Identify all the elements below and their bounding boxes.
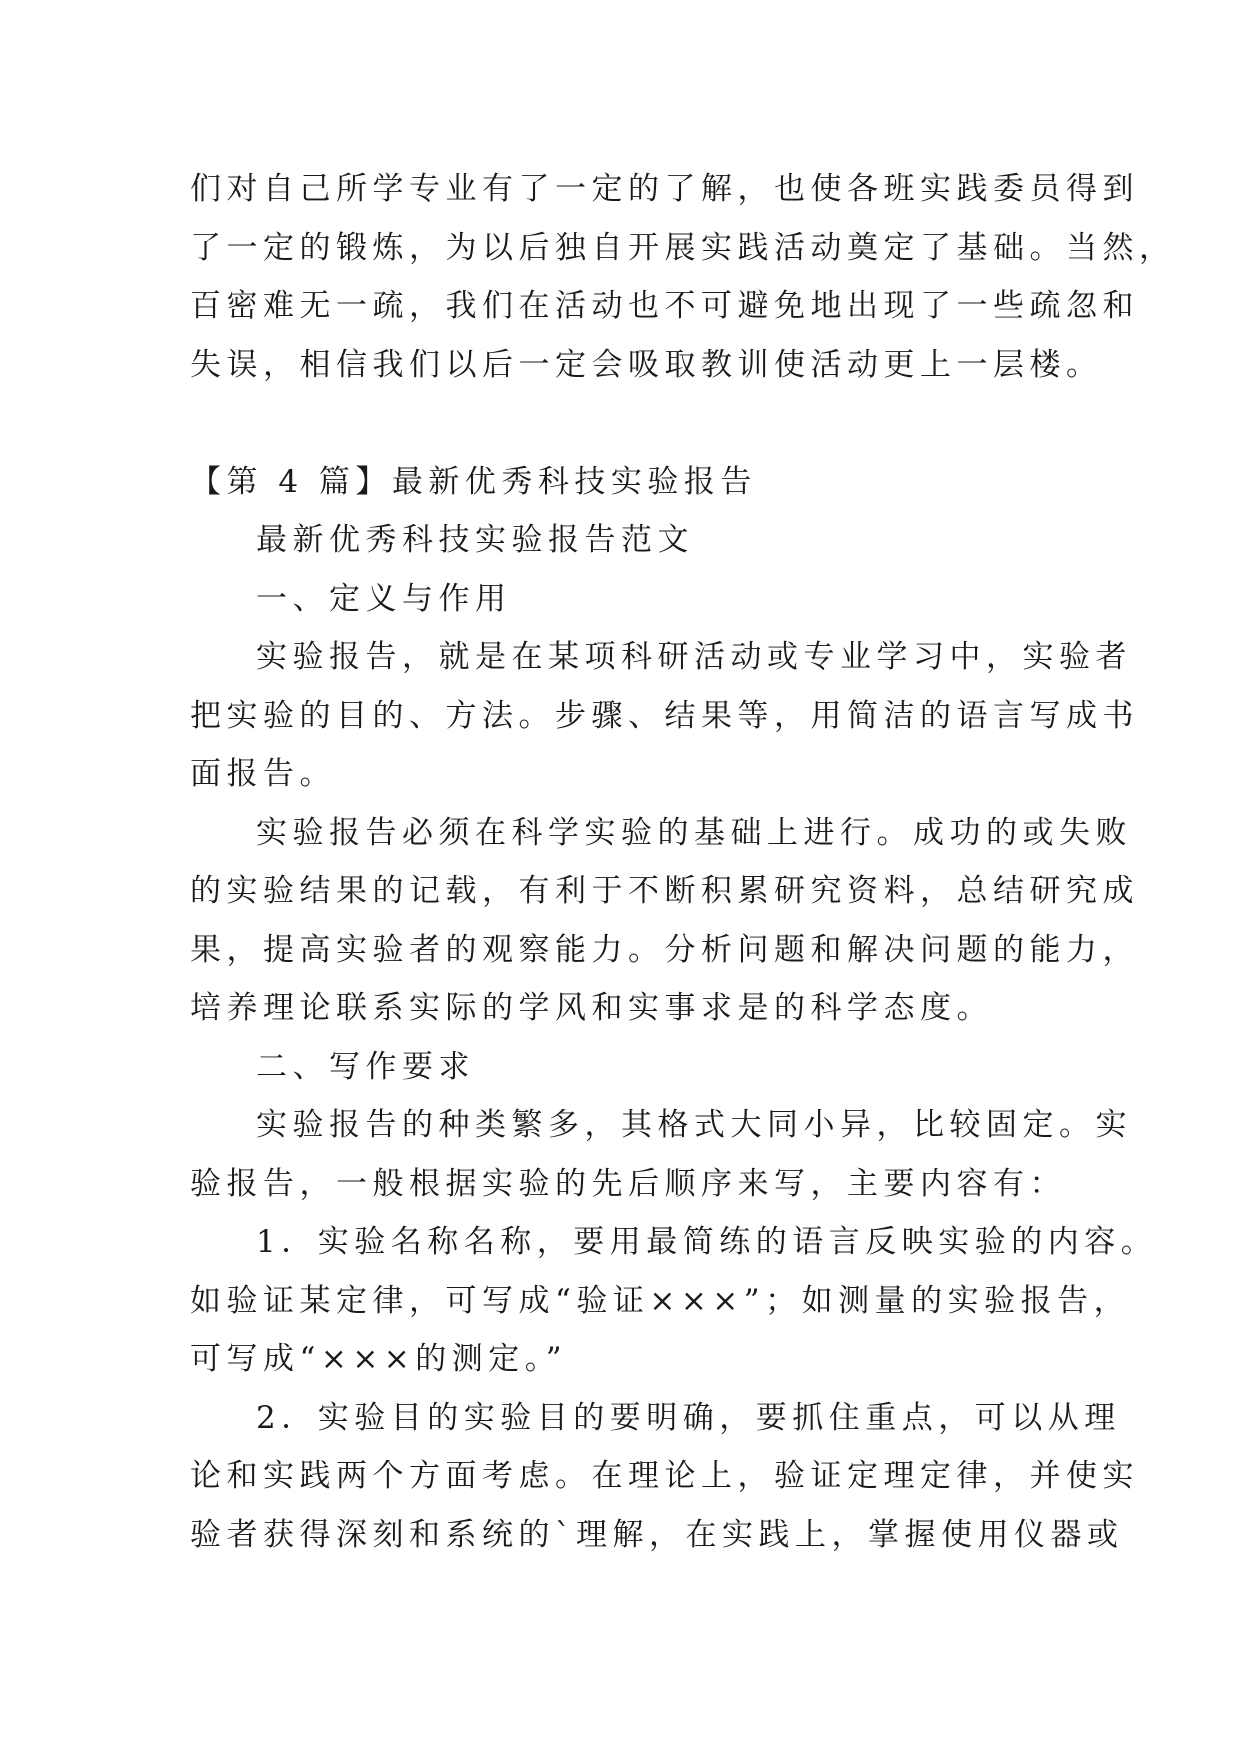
body-line: 了一定的锻炼，为以后独自开展实践活动奠定了基础。当然， [190,229,1176,266]
body-line: 如验证某定律，可写成“验证×××”；如测量的实验报告， [190,1282,1131,1319]
body-line: 验者获得深刻和系统的`理解，在实践上，掌握使用仪器或 [190,1516,1124,1553]
body-line: 百密难无一疏，我们在活动也不可避免地出现了一些疏忽和 [190,288,1139,324]
paragraph-purpose [190,804,1139,1038]
body-line: 实验报告，就是在某项科研活动或专业学习中，实验者 [256,639,1132,675]
body-line: 实验报告的种类繁多，其格式大同小异，比较固定。实 [256,1107,1132,1143]
body-line: 实验报告必须在科学实验的基础上进行。成功的或失败 [256,814,1132,851]
body-line: 1．实验名称名称，要用最简练的语言反映实验的内容。 [256,1224,1158,1260]
subheading-definition: 一、定义与作用 [256,580,512,617]
body-line: 果，提高实验者的观察能力。分析问题和解决问题的能力， [190,931,1139,968]
subheading-requirements: 二、写作要求 [256,1048,475,1085]
body-line: 论和实践两个方面考虑。在理论上，验证定理定律，并使实 [190,1458,1139,1494]
section-heading: 【第 4 篇】最新优秀科技实验报告 [190,463,757,500]
body-line: 的实验结果的记载，有利于不断积累研究资料，总结研究成 [190,873,1139,909]
body-line: 们对自己所学专业有了一定的了解，也使各班实践委员得到 [190,171,1139,207]
paragraph-format [190,1096,1132,1213]
body-line: 把实验的目的、方法。步骤、结果等，用简洁的语言写成书 [190,697,1139,734]
body-line: 面报告。 [190,756,336,792]
document-title: 最新优秀科技实验报告范文 [256,522,694,558]
document-body [190,160,1176,1564]
body-line: 验报告，一般根据实验的先后顺序来写，主要内容有： [190,1165,1066,1202]
body-line: 2．实验目的实验目的要明确，要抓住重点，可以从理 [256,1399,1121,1436]
paragraph-definition [190,628,1139,804]
body-line: 失误，相信我们以后一定会吸取教训使活动更上一层楼。 [190,346,1103,383]
body-line: 培养理论联系实际的学风和实事求是的科学态度。 [190,990,993,1026]
body-line: 可写成“×××的测定。” [190,1341,568,1377]
paragraph-item-1 [190,1213,1158,1389]
paragraph-item-2 [190,1389,1139,1565]
section-spacer [190,394,1050,453]
previous-section-tail [190,160,1176,394]
